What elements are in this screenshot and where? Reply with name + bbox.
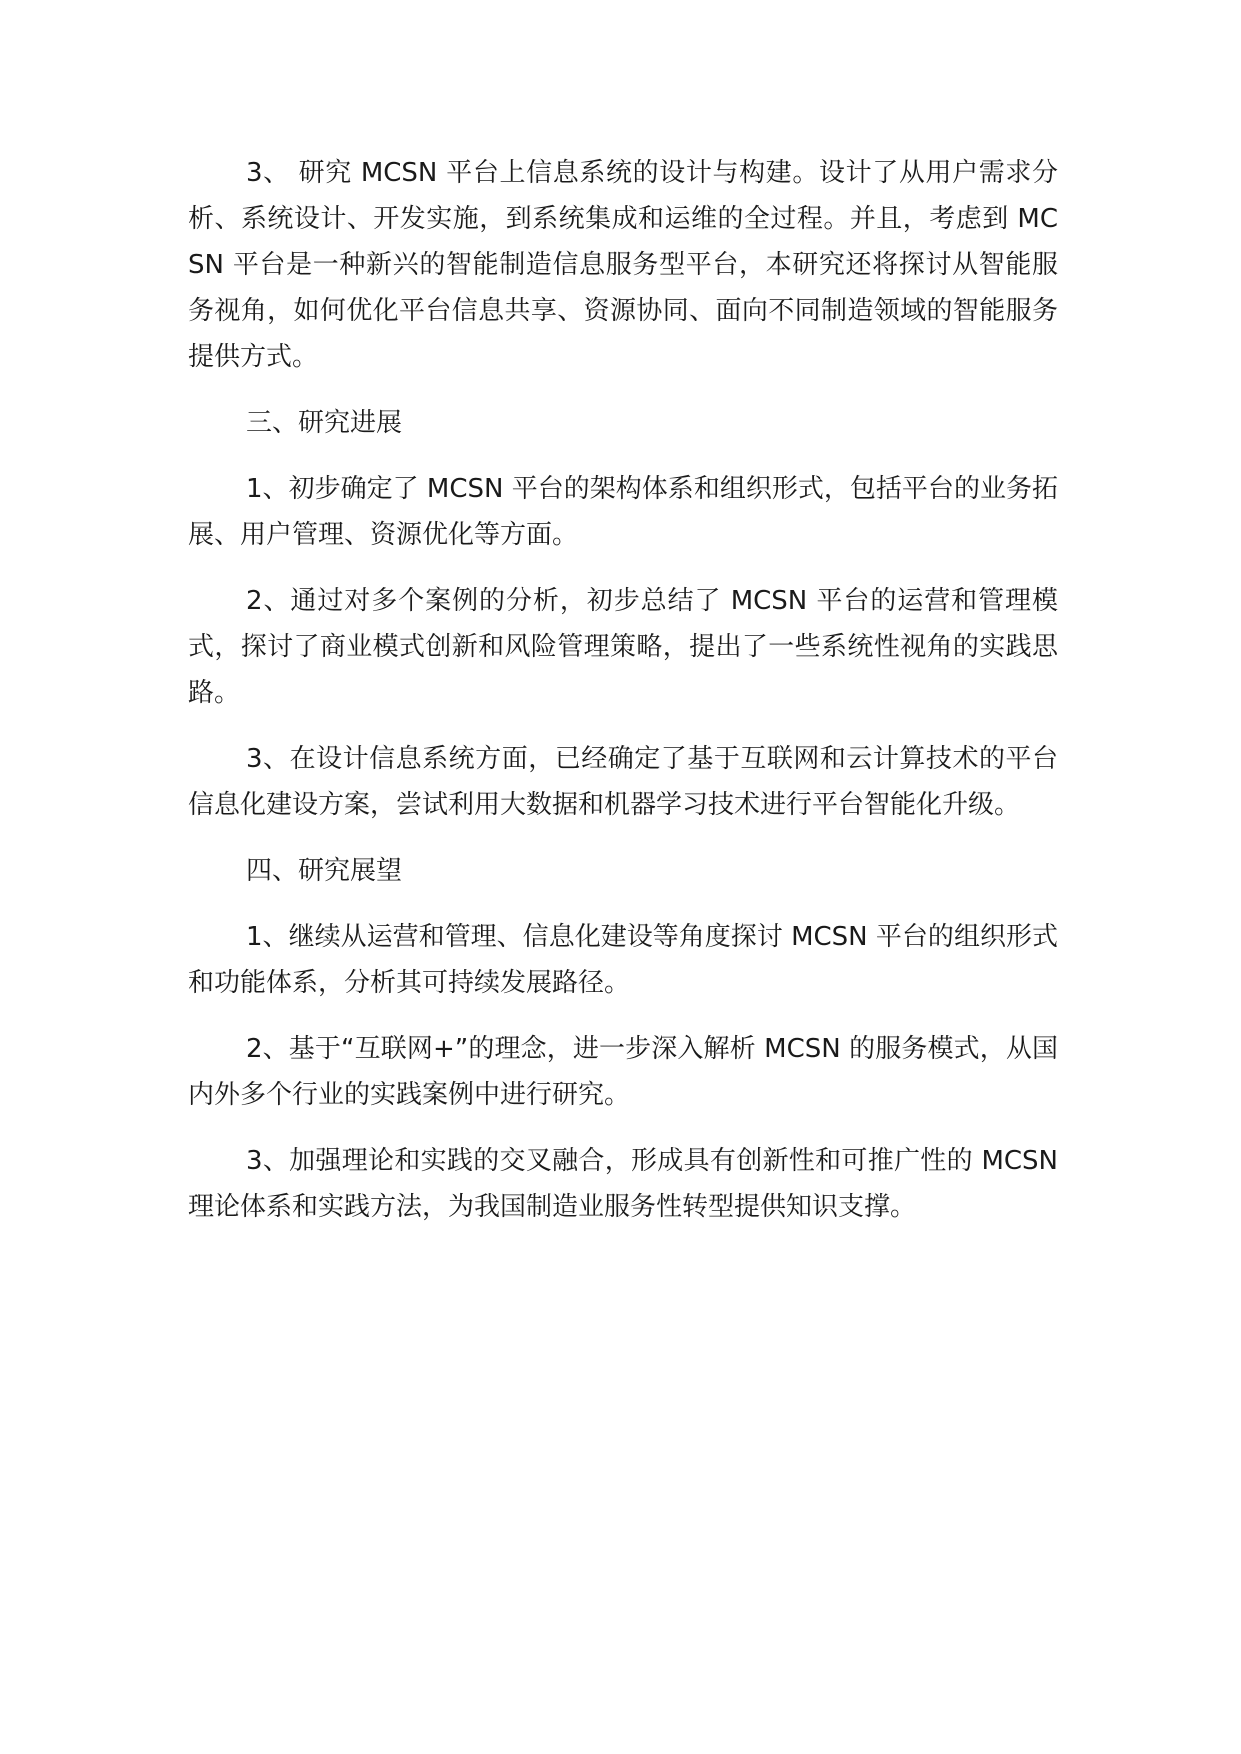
item-3-info-system-design: 3、 研究 MCSN 平台上信息系统的设计与构建。设计了从用户需求分析、系统设计、开发实施，到系统集成和运维的全过程。并且，考虑到 MCSN 平台是一种新兴的智能制造信息服务型平台，本研究还将探讨从智能服务视角，如何优化平台信息共享、资源协同、面向不同制造领域的智能服务提供方式。 [188,158,1058,372]
outlook-item-1: 1、继续从运营和管理、信息化建设等角度探讨 MCSN 平台的组织形式和功能体系，分析其可持续发展路径。 [188,922,1058,998]
progress-item-1: 1、初步确定了 MCSN 平台的架构体系和组织形式，包括平台的业务拓展、用户管理、资源优化等方面。 [188,474,1058,550]
progress-item-2: 2、通过对多个案例的分析，初步总结了 MCSN 平台的运营和管理模式，探讨了商业模式创新和风险管理策略，提出了一些系统性视角的实践思路。 [188,586,1058,708]
document-body [188,150,1058,1250]
outlook-item-2: 2、基于“互联网+”的理念，进一步深入解析 MCSN 的服务模式，从国内外多个行业的实践案例中进行研究。 [188,1034,1058,1110]
section-heading-outlook: 四、研究展望 [246,856,403,886]
progress-item-3: 3、在设计信息系统方面，已经确定了基于互联网和云计算技术的平台信息化建设方案，尝试利用大数据和机器学习技术进行平台智能化升级。 [188,744,1058,820]
outlook-item-3: 3、加强理论和实践的交叉融合，形成具有创新性和可推广性的 MCSN 理论体系和实践方法，为我国制造业服务性转型提供知识支撑。 [188,1146,1058,1222]
section-heading-progress: 三、研究进展 [246,408,403,438]
